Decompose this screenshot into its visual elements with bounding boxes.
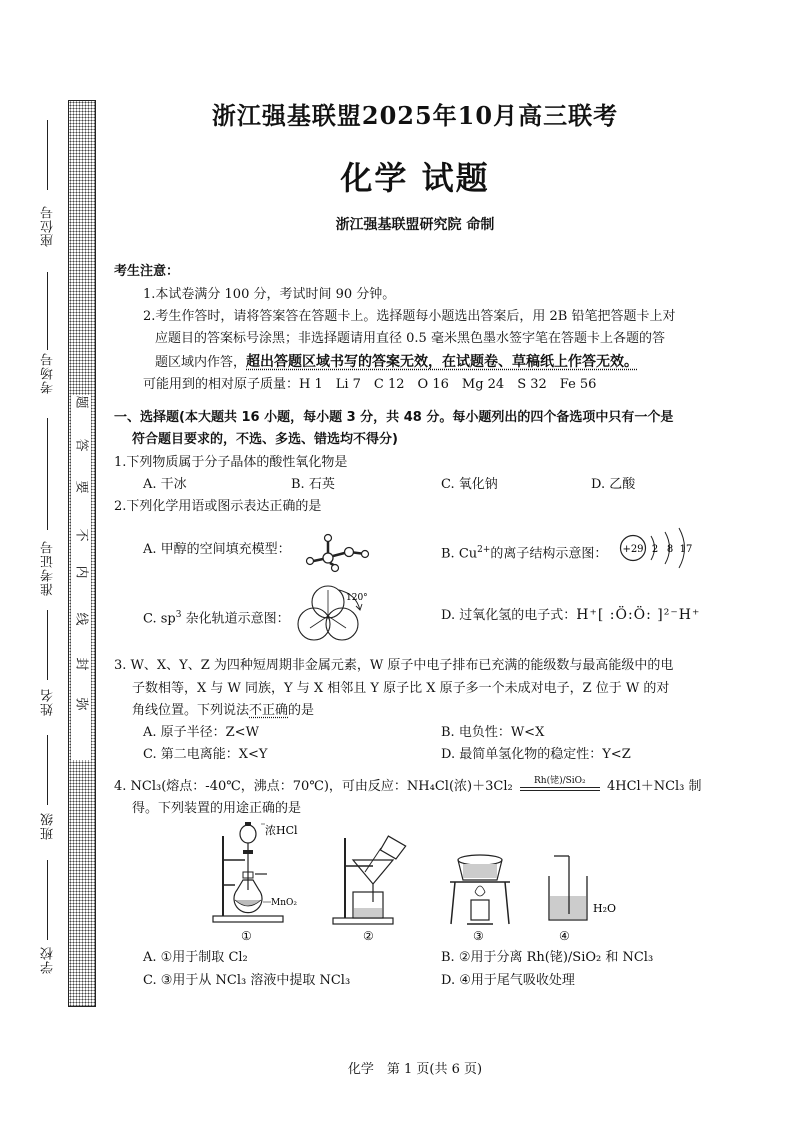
notice-item-2b: 应题目的答案标号涂黑；非选择题请用直径 0.5 毫米黑色墨水签字笔在答题卡上各题的答	[155, 331, 665, 346]
peroxide-electron-formula: H⁺[ :Ö:Ö: ]²⁻H⁺	[576, 607, 701, 623]
notice-heading: 考生注意：	[114, 264, 180, 279]
notice-item-2c	[155, 352, 638, 373]
seal-char: 内	[73, 565, 89, 579]
reaction-condition: Rh(铑)/SiO₂	[534, 776, 586, 786]
shell-electrons: 2	[651, 544, 659, 555]
figure-number: ④	[559, 929, 570, 943]
section-heading-2: 符合题目要求的，不选、多选、错选均不得分)	[132, 432, 398, 447]
school-label: 学校	[41, 946, 56, 974]
notice-item-1: 1.本试卷满分 100 分，考试时间 90 分钟。	[143, 287, 396, 302]
q1-stem: 1.下列物质属于分子晶体的酸性氧化物是	[114, 455, 348, 470]
q2-option-a: A. 甲醇的空间填充模型：	[143, 542, 291, 557]
q3-option-a: A. 原子半径：Z<W	[143, 725, 259, 740]
notice-text: 题区域内作答，	[155, 355, 247, 370]
reaction-arrow	[517, 777, 603, 797]
shell-electrons: 17	[679, 544, 693, 555]
q4-reaction-left: 4. NCl₃(熔点：-40℃，沸点：70℃)，可由反应：NH₄Cl(浓)＋3Cl₂	[114, 779, 513, 794]
q2-option-d	[441, 605, 700, 626]
name-label: 姓名	[41, 688, 56, 716]
q3-text: 角线位置。下列说法	[132, 703, 250, 718]
q2-b-charge: 2+	[477, 545, 491, 555]
q4-option-c: C. ③用于从 NCl₃ 溶液中提取 NCl₃	[143, 973, 351, 988]
mno2-label: MnO₂	[271, 898, 297, 908]
apparatus-4	[549, 856, 616, 943]
seal-char: 不	[73, 528, 89, 542]
equals-line	[520, 787, 600, 791]
subject-title: 化学 试题	[340, 159, 490, 197]
figure-number: ②	[363, 929, 374, 943]
class-label: 班级	[41, 812, 56, 840]
section-heading: 一、选择题(本大题共 16 小题，每小题 3 分，共 48 分。每小题列出的四个备选项中只有一个是	[114, 410, 674, 425]
q2-b-suffix: 的离子结构示意图：	[490, 546, 608, 562]
q3-option-d: D. 最简单氢化物的稳定性：Y<Z	[441, 747, 631, 762]
ticket-label: 准考证号	[41, 540, 56, 596]
apparatus-figures	[205, 820, 705, 946]
seal-char: 题	[73, 395, 89, 409]
divider	[47, 735, 48, 805]
q3-option-b: B. 电负性：W<X	[441, 725, 545, 740]
q2-b-prefix: B. Cu	[441, 546, 478, 562]
q3-line3	[132, 701, 314, 721]
apparatus-2	[333, 836, 406, 943]
q3-line1: 3. W、X、Y、Z 为四种短周期非金属元素，W 原子中电子排布已充满的能级数与最高能级中的电	[114, 658, 674, 673]
divider	[47, 860, 48, 940]
q2-option-b	[441, 540, 607, 564]
divider	[47, 272, 48, 350]
q3-line2: 子数相等，X 与 W 同族，Y 与 X 相邻且 Y 原子比 X 原子多一个未成对电子，Z 位于 W 的对	[132, 681, 670, 696]
shell-electrons: 8	[666, 544, 674, 555]
figure-number: ①	[241, 929, 252, 943]
seal-char: 线	[73, 612, 89, 626]
q2-c-suffix: 杂化轨道示意图：	[181, 611, 290, 627]
q4-line2: 得。下列装置的用途正确的是	[132, 801, 302, 816]
seal-char: 要	[73, 480, 89, 494]
exam-title: 浙江强基联盟2025年10月高三联考	[211, 101, 619, 130]
notice-emphasis: 超出答题区域书写的答案无效，在试题卷、草稿纸上作答无效。	[246, 354, 639, 370]
q4-option-b: B. ②用于分离 Rh(铑)/SiO₂ 和 NCl₃	[441, 950, 654, 965]
seat-label: 座位号	[41, 205, 56, 247]
divider	[47, 120, 48, 190]
atomic-masses: 可能用到的相对原子质量：H 1 Li 7 C 12 O 16 Mg 24 S 32 Fe 56	[143, 377, 597, 392]
seal-char: 封	[73, 657, 89, 671]
q1-option-a: A. 干冰	[143, 477, 187, 492]
seal-text	[71, 395, 91, 760]
q3-emphasis: 不正确	[249, 703, 289, 718]
q2-stem: 2.下列化学用语或图示表达正确的是	[114, 499, 322, 514]
q4-option-d: D. ④用于尾气吸收处理	[441, 973, 575, 988]
q1-option-c: C. 氧化钠	[441, 477, 498, 492]
angle-label: 120°	[346, 593, 368, 603]
author-line: 浙江强基联盟研究院 命制	[335, 217, 495, 233]
q1-option-b: B. 石英	[291, 477, 335, 492]
seal-char: 答	[73, 438, 89, 452]
q4-line1	[114, 777, 702, 797]
water-label: H₂O	[593, 902, 617, 915]
divider	[47, 418, 48, 530]
divider	[47, 610, 48, 680]
seal-char: 弥	[73, 697, 89, 711]
nucleus-charge: +29	[622, 544, 644, 555]
sp3-orbital-figure	[290, 580, 375, 648]
q2-c-prefix: C. sp	[143, 611, 176, 627]
cu-ion-structure-figure	[618, 524, 714, 572]
room-label: 考场号	[41, 352, 56, 394]
q4-reaction-right: 4HCl＋NCl₃ 制	[606, 779, 702, 794]
methanol-model-figure	[295, 528, 375, 574]
apparatus-3	[450, 855, 510, 943]
q2-c-sup: 3	[175, 610, 182, 620]
q1-option-d: D. 乙酸	[591, 477, 636, 492]
figure-number: ③	[473, 929, 484, 943]
notice-item-2a: 2.考生作答时，请将答案答在答题卡上。选择题每小题选出答案后，用 2B 铅笔把答题卡上对	[143, 309, 676, 324]
apparatus-1	[213, 822, 298, 943]
q4-option-a: A. ①用于制取 Cl₂	[143, 950, 248, 965]
conc-hcl-label: 浓HCl	[265, 824, 298, 837]
q3-text: 的是	[288, 703, 315, 718]
q3-option-c: C. 第二电离能：X<Y	[143, 747, 268, 762]
q2-d-prefix: D. 过氧化氢的电子式：	[441, 608, 577, 623]
page-footer: 化学 第 1 页(共 6 页)	[347, 1062, 483, 1077]
binding-column	[33, 0, 63, 1123]
q2-option-c	[143, 605, 290, 629]
